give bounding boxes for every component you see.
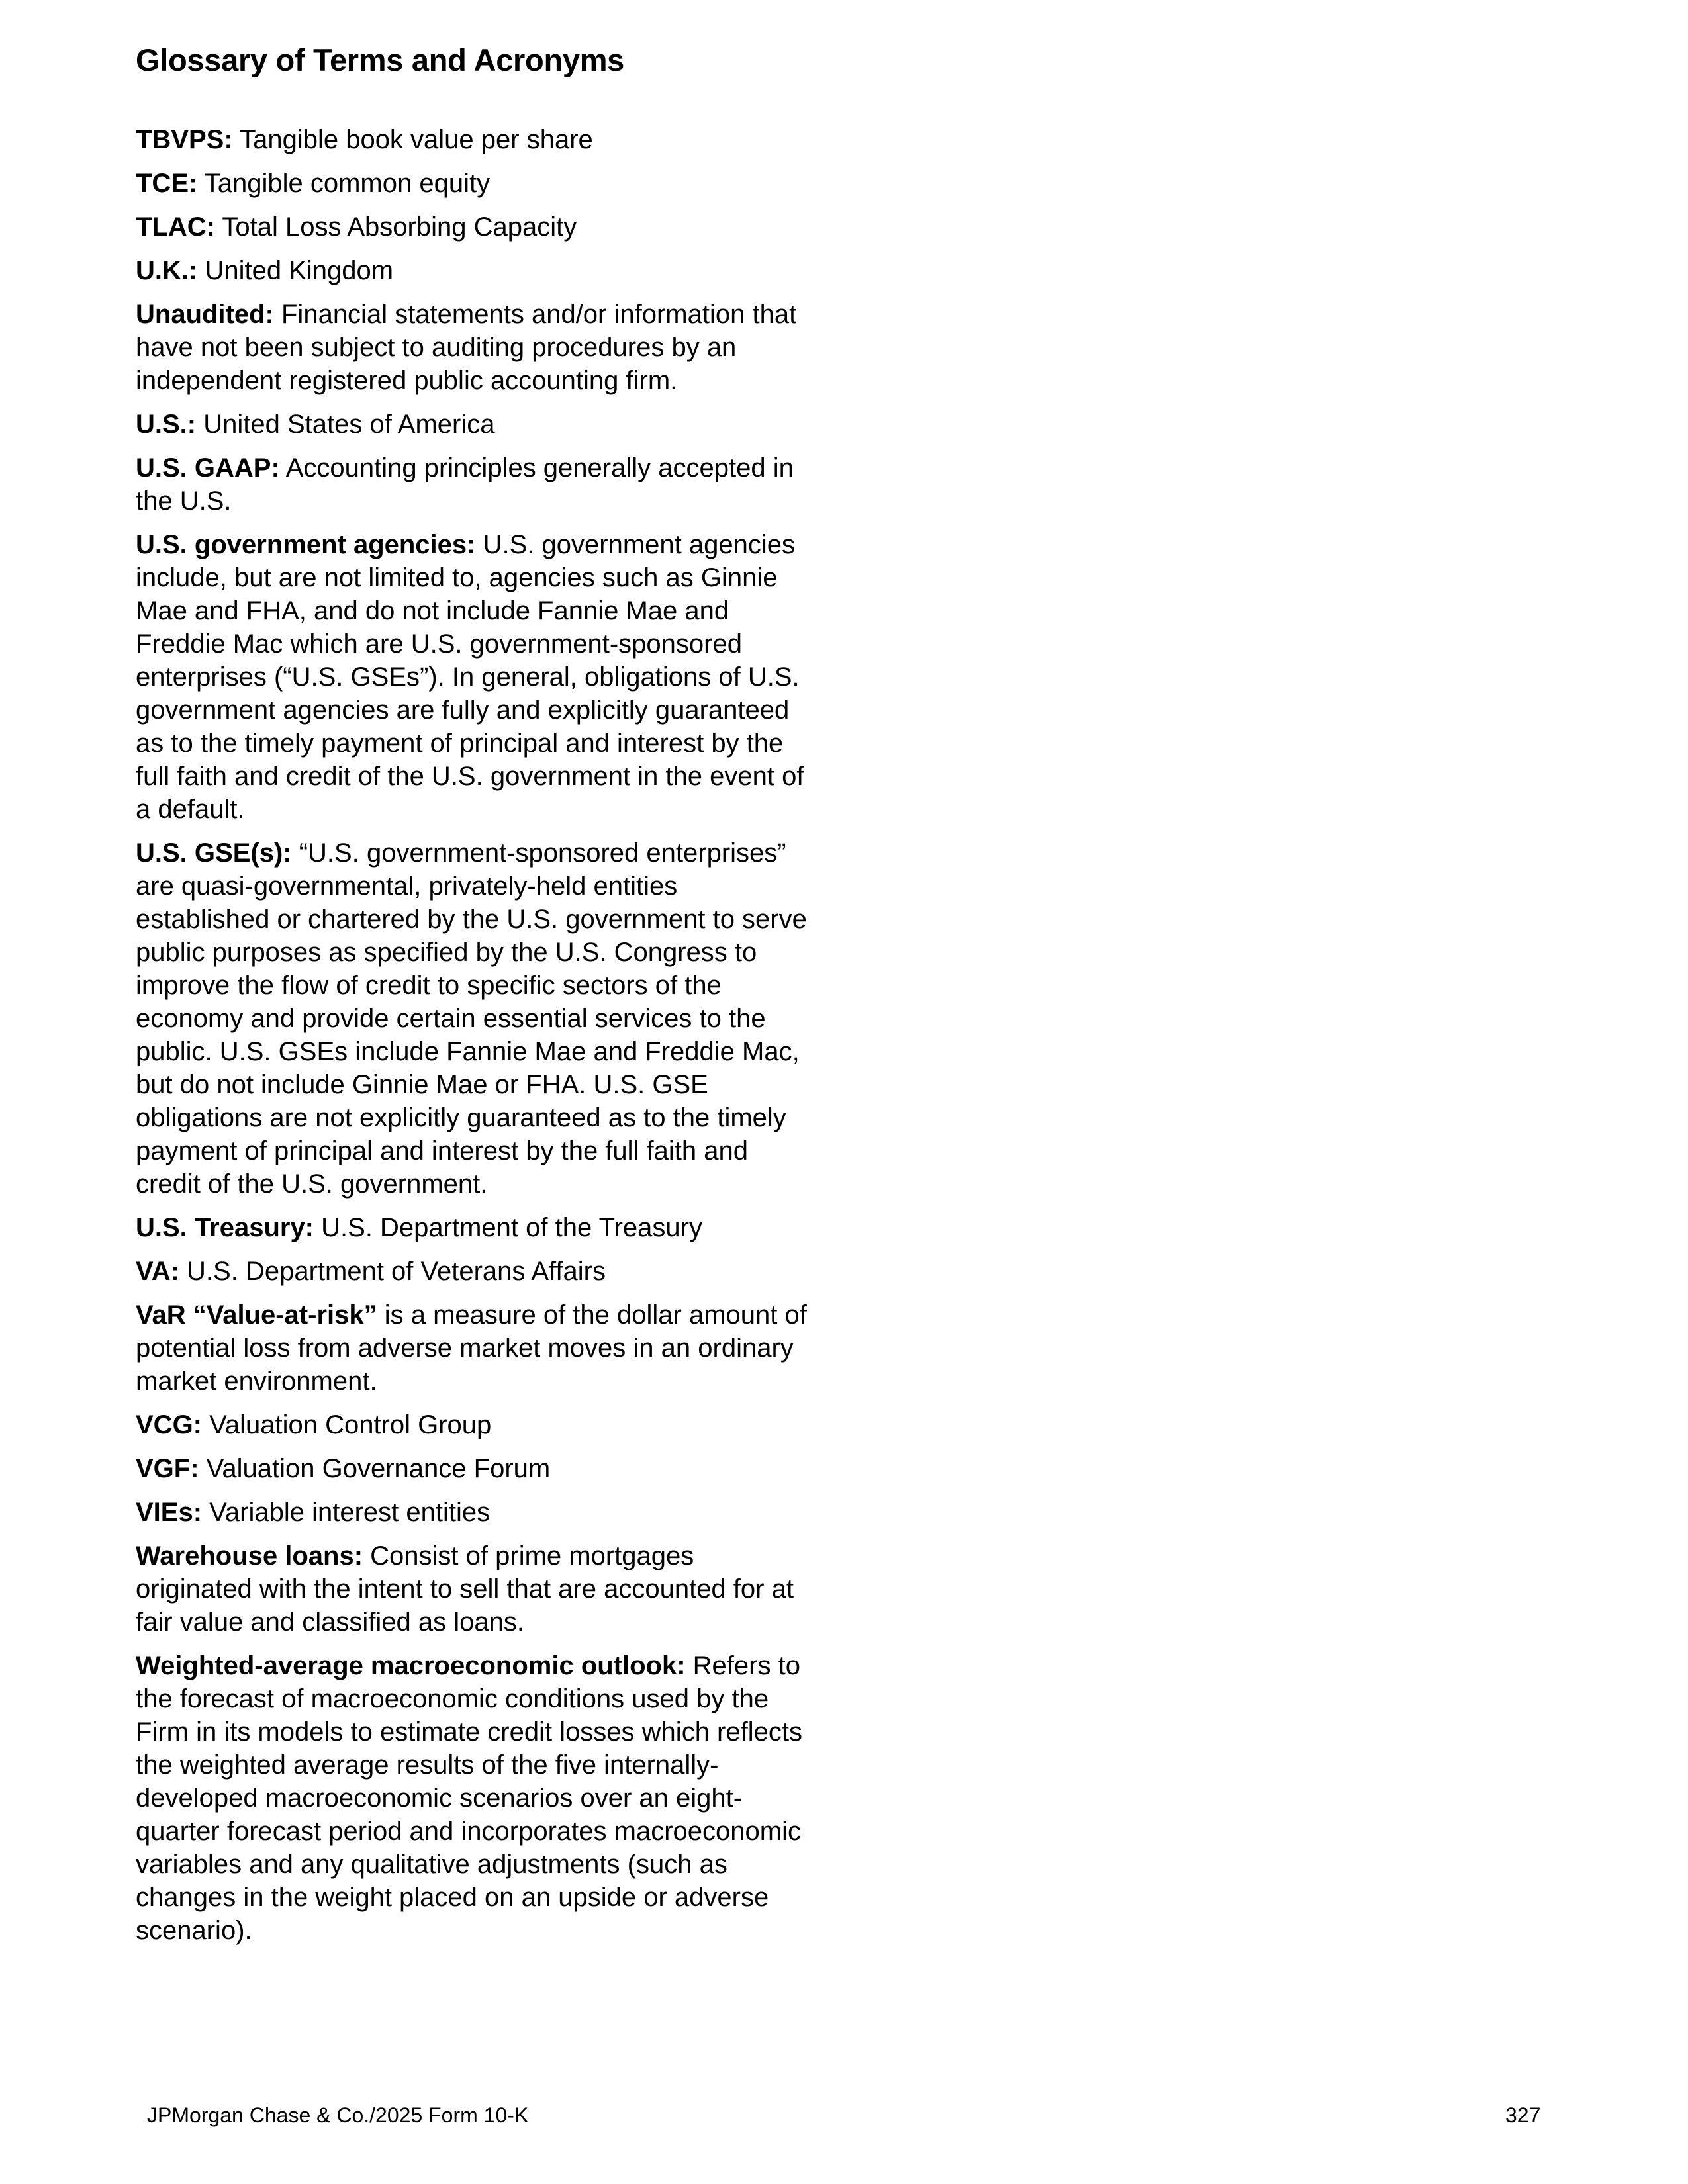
glossary-term: VCG: — [136, 1410, 202, 1439]
glossary-entry — [136, 1298, 818, 1398]
glossary-term: Weighted-average macroeconomic outlook: — [136, 1651, 686, 1680]
glossary-definition: Variable interest entities — [209, 1498, 491, 1527]
glossary-entry — [136, 123, 818, 156]
glossary-entry — [136, 451, 818, 518]
glossary-entry — [136, 837, 818, 1201]
page-number: 327 — [1505, 2103, 1541, 2127]
glossary-term: U.K.: — [136, 256, 198, 285]
glossary-term: Warehouse loans: — [136, 1541, 363, 1570]
glossary-entry — [136, 298, 818, 397]
glossary-definition: U.S. Department of Veterans Affairs — [187, 1257, 606, 1286]
glossary-definition: U.S. government agencies include, but are not limited to, agencies such as Ginnie Mae and FHA, and do not include Fannie Mae and Freddie Mac which are U.S. government-sponsored enterprises (“U.S. GSEs”). In general, obligations of U.S. government agencies are fully and explicitly guaranteed as to the timely payment of principal and interest by the full faith and credit of the U.S. government in the event of a default. — [136, 530, 804, 824]
glossary-definition: Tangible common equity — [204, 169, 491, 198]
glossary-term: U.S. GAAP: — [136, 453, 280, 482]
glossary-entry — [136, 1496, 818, 1529]
glossary-definition: Financial statements and/or information that have not been subject to auditing procedures by an independent registered public accounting firm. — [136, 300, 797, 395]
glossary-definition: U.S. Department of the Treasury — [321, 1213, 702, 1242]
glossary-term: TCE: — [136, 169, 198, 198]
glossary-definition: is a measure of the dollar amount of potential loss from adverse market moves in an ordinary market environment. — [136, 1300, 807, 1396]
glossary-entry — [136, 408, 818, 441]
glossary-term: TBVPS: — [136, 125, 233, 154]
glossary-term: VIEs: — [136, 1498, 203, 1527]
glossary-definition: Refers to the forecast of macroeconomic conditions used by the Firm in its models to estimate credit losses which reflects the weighted average results of the five internally-developed macroeconomic scenarios over an eight-quarter forecast period and incorporates macroeconomic variables and any qualitative adjustments (such as changes in the weight placed on an upside or adverse scenario). — [136, 1651, 802, 1945]
glossary-definition: Valuation Control Group — [209, 1410, 492, 1439]
glossary-term: VGF: — [136, 1454, 199, 1483]
glossary-entry — [136, 1539, 818, 1639]
glossary-entry — [136, 1408, 818, 1441]
glossary-term: U.S. GSE(s): — [136, 839, 292, 868]
glossary-definition: “U.S. government-sponsored enterprises” are quasi-governmental, privately-held entities established or chartered by the U.S. government to serve public purposes as specified by the U.S. Congress to improve the flow of credit to specific sectors of the economy and provide certain essential services to the public. U.S. GSEs include Fannie Mae and Freddie Mac, but do not include Ginnie Mae or FHA. U.S. GSE obligations are not explicitly guaranteed as to the timely payment of principal and interest by the full faith and credit of the U.S. government. — [136, 839, 807, 1199]
page-title: Glossary of Terms and Acronyms — [136, 42, 625, 77]
glossary-entry — [136, 254, 818, 287]
glossary-term: U.S. Treasury: — [136, 1213, 314, 1242]
glossary-term: U.S.: — [136, 410, 197, 439]
glossary-definition: Accounting principles generally accepted in the U.S. — [136, 453, 794, 516]
glossary-term: TLAC: — [136, 212, 215, 242]
glossary-definition: United Kingdom — [205, 256, 394, 285]
glossary-entry — [136, 167, 818, 200]
glossary-definition: Valuation Governance Forum — [206, 1454, 551, 1483]
glossary-term: VA: — [136, 1257, 179, 1286]
glossary-entry — [136, 1649, 818, 1947]
glossary-entry — [136, 528, 818, 826]
glossary-term: VaR “Value-at-risk” — [136, 1300, 377, 1330]
glossary-entry — [136, 1211, 818, 1244]
glossary-definition: Tangible book value per share — [240, 125, 593, 154]
glossary-entry — [136, 1255, 818, 1288]
glossary-term: U.S. government agencies: — [136, 530, 476, 559]
glossary-definition: Consist of prime mortgages originated with the intent to sell that are accounted for at fair value and classified as loans. — [136, 1541, 794, 1637]
glossary-term: Unaudited: — [136, 300, 274, 329]
glossary-definition: Total Loss Absorbing Capacity — [222, 212, 577, 242]
glossary-entry — [136, 210, 818, 244]
footer-source: JPMorgan Chase & Co./2025 Form 10-K — [147, 2103, 529, 2127]
glossary-definition: United States of America — [203, 410, 495, 439]
glossary-entry — [136, 1452, 818, 1485]
glossary-list — [136, 123, 818, 1958]
